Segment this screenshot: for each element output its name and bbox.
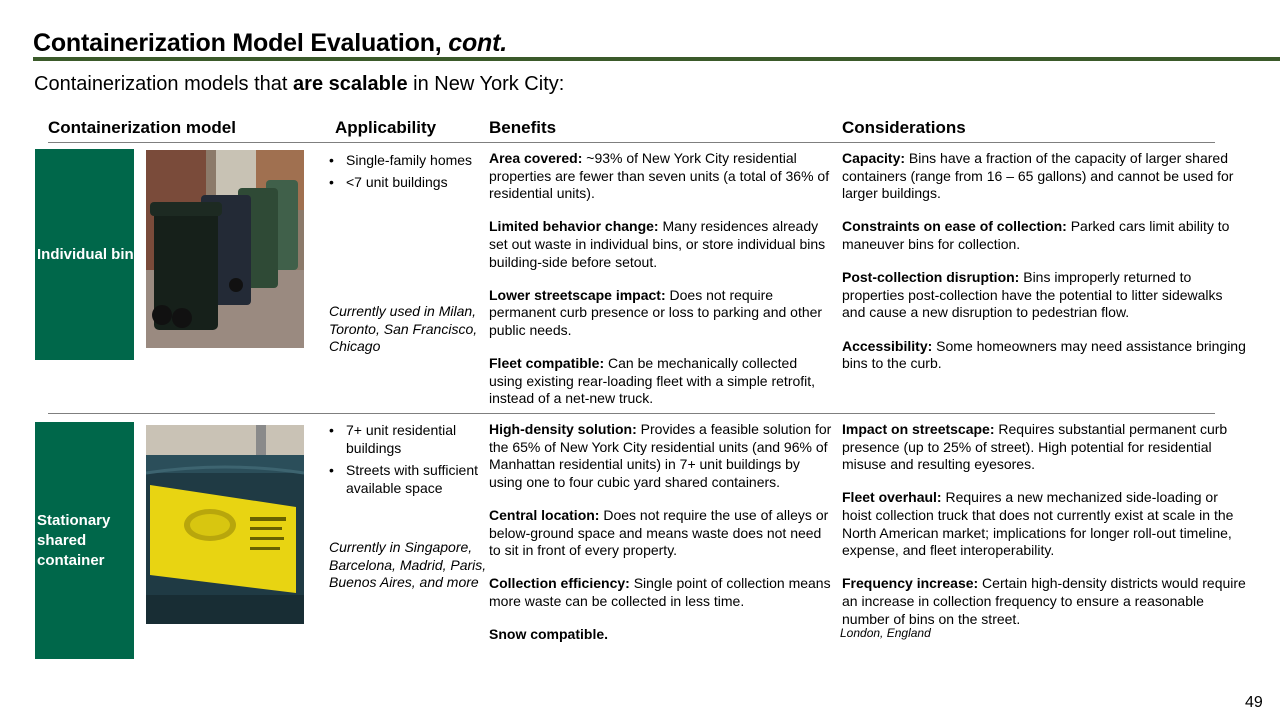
header-model: Containerization model [48, 118, 236, 137]
usage-note-shared-container: Currently in Singapore, Barcelona, Madrid, Paris, Buenos Aires, and more [329, 539, 487, 591]
considerations-individual-bin [842, 150, 1247, 373]
header-applicability: Applicability [335, 118, 437, 137]
benefit-item: Lower streetscape impact: Does not require permanent curb presence or loss to parking and other public needs. [489, 286, 823, 338]
list-item: • <7 unit buildings [329, 173, 448, 190]
benefit-item: Central location: Does not require the use of alleys or below-ground space and means waste does not need to sit in front of every property. [489, 506, 829, 559]
benefits-individual-bin [489, 150, 834, 408]
header-benefits: Benefits [489, 118, 557, 137]
applicability-list-shared-container [329, 421, 489, 500]
benefit-item: Fleet compatible: Can be mechanically collected using existing rear-loading fleet with a simple retrofit, instead of a net-new truck. [489, 355, 816, 407]
benefit-item: Limited behavior change: Many residences already set out waste in individual bins, or store individual bins building-side before setout. [489, 218, 826, 270]
benefit-item: High-density solution: Provides a feasible solution for the 65% of New York City residential units (and 96% of Manhattan residential units) in 7+ unit buildings by using one to four cubic yard shared containers. [489, 421, 832, 490]
usage-note-individual-bin: Currently used in Milan, Toronto, San Francisco, Chicago [329, 303, 478, 355]
page-number: 49 [1245, 694, 1263, 711]
benefit-item: Snow compatible. [489, 626, 609, 643]
list-item: • Single-family homes [329, 152, 473, 168]
slide-subtitle: Containerization models that are scalable in New York City: [34, 73, 565, 95]
considerations-shared-container [842, 421, 1247, 628]
consideration-item: Frequency increase: Certain high-density districts would require an increase in collection frequency to ensure a reasonable number of bins on the street. [842, 575, 1246, 627]
consideration-item: Fleet overhaul: Requires a new mechanized side-loading or hoist collection truck that does not currently exist at scale in the North American market; implications for longer roll-out timeline, expense, and fleet interoperability. [842, 489, 1234, 559]
consideration-item: Capacity: Bins have a fraction of the capacity of larger shared containers (range from 16 – 65 gallons) and cannot be used for larger buildings. [842, 150, 1234, 202]
consideration-item: Post-collection disruption: Bins improperly returned to properties post-collection have the potential to litter sidewalks and cause a new disruption to pedestrian flow. [842, 269, 1223, 321]
benefit-item: Area covered: ~93% of New York City residential properties are fewer than seven units (a total of 36% of residential units). [489, 150, 830, 202]
benefits-shared-container [489, 421, 834, 644]
list-item: • Streets with sufficient available space [329, 461, 479, 496]
photo-caption: London, England [840, 626, 931, 640]
header-divider [48, 142, 1215, 143]
row-divider [48, 413, 1215, 414]
individual-bin-photo [146, 150, 304, 348]
title-divider [33, 57, 1280, 61]
slide-title: Containerization Model Evaluation, cont. [33, 29, 507, 57]
model-label-shared-container: Stationary shared container [35, 422, 134, 659]
header-considerations: Considerations [842, 118, 966, 137]
consideration-item: Impact on streetscape: Requires substantial permanent curb presence (up to 25% of street). High potential for residential misuse and resulting eyesores. [842, 421, 1228, 473]
benefit-item: Collection efficiency: Single point of collection means more waste can be collected in less time. [489, 575, 831, 609]
list-item: • 7+ unit residential buildings [329, 422, 457, 456]
consideration-item: Accessibility: Some homeowners may need assistance bringing bins to the curb. [842, 337, 1246, 372]
shared-container-photo [146, 425, 304, 624]
applicability-list-individual-bin [329, 151, 489, 194]
consideration-item: Constraints on ease of collection: Parked cars limit ability to maneuver bins for collection. [842, 218, 1230, 252]
model-label-individual-bin: Individual bin [35, 149, 134, 360]
